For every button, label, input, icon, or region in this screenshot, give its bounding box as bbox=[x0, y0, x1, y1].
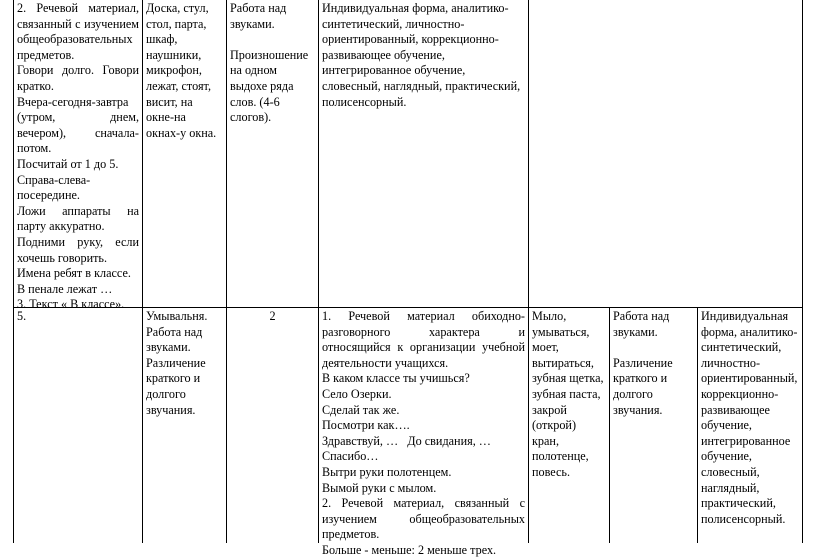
row1-vocabulary-cell bbox=[143, 0, 226, 307]
row2-material-line: Вымой руки с мылом. bbox=[322, 480, 437, 495]
row2-vocabulary-text: Мыло, умываться, моет, вытираться, зубная щетка, зубная паста, закрой (открой) кран, полотенце, повесь. bbox=[532, 309, 604, 479]
row2-hours-cell bbox=[227, 308, 318, 543]
row1-material-line: Имена ребят в классе. bbox=[17, 266, 131, 281]
row2-material-cell bbox=[319, 308, 528, 557]
row2-sounds-cell bbox=[610, 308, 697, 543]
row1-sounds-title: Работа над звуками. bbox=[230, 1, 287, 31]
row2-number-cell bbox=[14, 308, 142, 543]
row1-material-line: 3. Текст « В классе». bbox=[17, 297, 125, 312]
row2-topic-cell bbox=[143, 308, 226, 543]
row1-vocabulary-text: Доска, стул, стол, парта, шкаф, наушники, микрофон, лежат, стоят, висит, на окне-на окнах-у окна. bbox=[146, 1, 217, 140]
row1-methods-text: Индивидуальная форма, аналитико-синтетический, личностно-ориентированный, коррекционно-развивающее обучение, интегрированное обучение, словесный, наглядный, практический, полисенсорный. bbox=[322, 1, 521, 109]
row2-sounds-title: Работа над звуками. bbox=[613, 309, 670, 339]
row1-material-line: 2. Речевой материал, связанный с изучением общеобразовательных предметов. bbox=[17, 1, 139, 62]
row1-material-cell bbox=[14, 0, 142, 312]
row2-material-line: Здравствуй, … До свидания, … bbox=[322, 433, 491, 448]
row2-material-line: Сделай так же. bbox=[322, 402, 400, 417]
row1-methods-cell bbox=[319, 0, 528, 307]
row2-material-line: Больше - меньше: 2 меньше трех. bbox=[322, 542, 497, 557]
row2-material-line: Посмотри как…. bbox=[322, 418, 410, 433]
row1-material-line: Говори долго. Говори кратко. bbox=[17, 63, 139, 93]
row1-material-line: В пенале лежат … bbox=[17, 281, 113, 296]
row2-number: 5. bbox=[17, 309, 27, 323]
row1-material-line: Вчера-сегодня-завтра (утром, днем, вечером), сначала-потом. bbox=[17, 94, 139, 156]
row2-material-line: 2. Речевой материал, связанный с изучением общеобразовательных предметов. bbox=[322, 496, 525, 542]
row2-vocabulary-cell bbox=[529, 308, 609, 543]
row2-sounds-text: Различение краткого и долгого звучания. bbox=[613, 355, 673, 417]
row2-methods-text: Индивидуальная форма, аналитико-синтетический, личностно-ориентированный, коррекционно-развивающее обучение, интегрированное обучение, словесный, наглядный, практический, полисенсорный. bbox=[701, 309, 798, 526]
row2-material-line: Вытри руки полотенцем. bbox=[322, 464, 452, 479]
row1-sounds-text: Произношение на одном выдохе ряда слов. (4-6 слогов). bbox=[230, 47, 309, 125]
row2-topic-text: Умывальня. Работа над звуками. Различение краткого и долгого звучания. bbox=[146, 309, 208, 417]
row1-material-line: Ложи аппараты на парту аккуратно. bbox=[17, 203, 139, 234]
row2-material-line: В каком классе ты учишься? bbox=[322, 371, 470, 386]
row2-material-line: Спасибо… bbox=[322, 449, 379, 464]
row1-sounds-cell bbox=[227, 0, 318, 307]
row1-material-line: Подними руку, если хочешь говорить. bbox=[17, 234, 139, 265]
row2-material-line: Село Озерки. bbox=[322, 386, 392, 401]
table-border-right bbox=[802, 0, 803, 543]
row1-material-line: Справа-слева-посередине. bbox=[17, 172, 91, 203]
row2-hours: 2 bbox=[269, 309, 276, 323]
row1-material-line: Посчитай от 1 до 5. bbox=[17, 156, 119, 171]
row2-methods-cell bbox=[698, 308, 802, 543]
row2-material-line: 1. Речевой материал обиходно-разговорного характера и относящийся к организации учебной деятельности учащихся. bbox=[322, 309, 525, 370]
